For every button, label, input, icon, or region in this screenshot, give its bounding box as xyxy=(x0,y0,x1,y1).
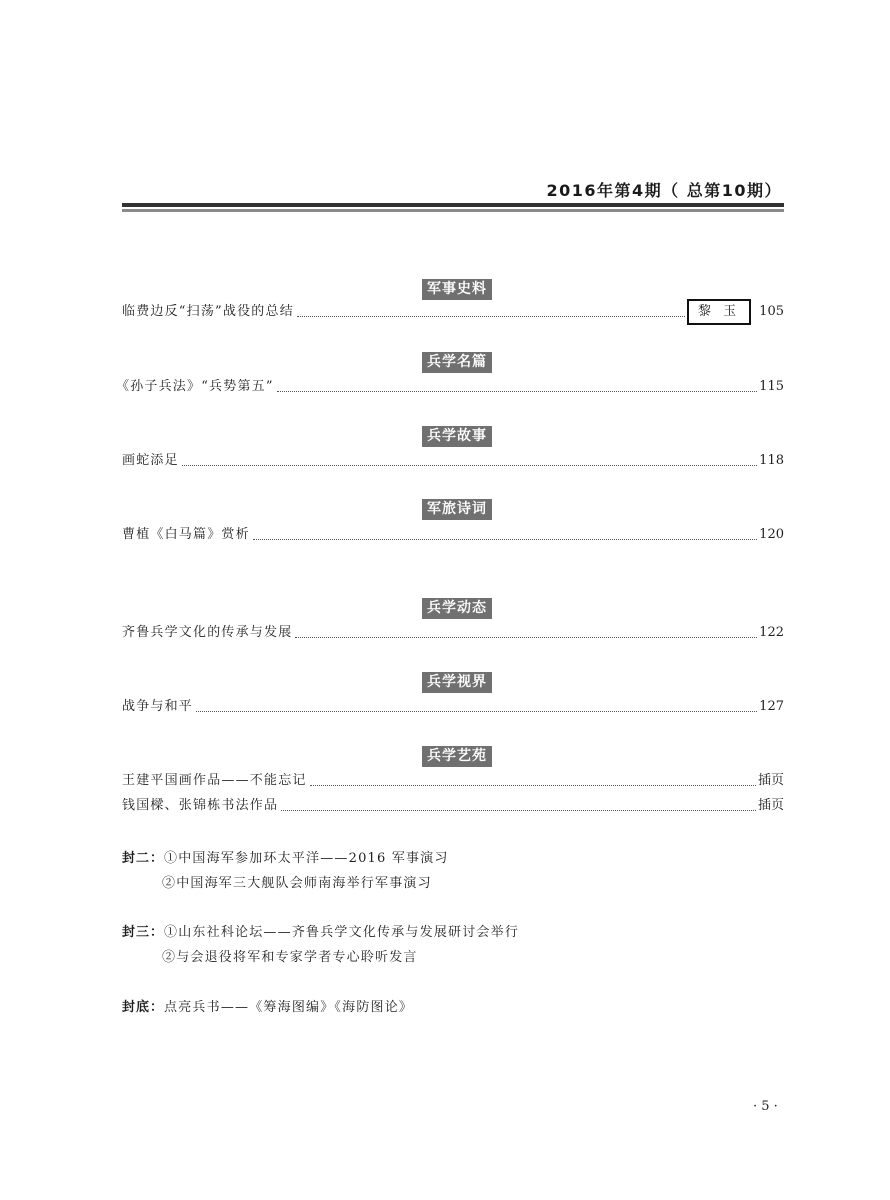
dot-leader xyxy=(182,465,757,466)
page-number: 122 xyxy=(759,625,784,640)
cover-item: ②中国海军三大舰队会师南海举行军事演习 xyxy=(162,876,432,891)
page-number: 127 xyxy=(759,699,784,714)
cover-inside-front xyxy=(122,847,449,866)
cover-item: ②与会退役将军和专家学者专心聆听发言 xyxy=(162,950,418,965)
author-box: 黎 玉 xyxy=(687,299,751,325)
toc-entry[interactable] xyxy=(122,450,784,470)
toc-entry[interactable] xyxy=(122,696,784,716)
entry-title: 临费边反“扫荡”战役的总结 xyxy=(122,304,294,319)
dot-leader xyxy=(295,637,757,638)
toc-entry[interactable] xyxy=(122,795,784,815)
toc-entry[interactable] xyxy=(116,376,784,396)
section-label: 军旅诗词 xyxy=(422,499,492,520)
toc-entry[interactable] xyxy=(122,622,784,642)
cover-inside-back xyxy=(122,921,519,940)
entry-title: 战争与和平 xyxy=(122,699,194,714)
section-label: 兵学动态 xyxy=(422,598,492,619)
toc-entry[interactable] xyxy=(122,301,784,321)
section-label: 兵学故事 xyxy=(422,426,492,447)
header-rule-thick xyxy=(122,203,784,207)
dot-leader xyxy=(310,785,756,786)
page-number: 120 xyxy=(759,527,784,542)
page-number: 118 xyxy=(759,453,784,468)
page-folio: · 5 · xyxy=(753,1099,778,1114)
dot-leader xyxy=(281,810,756,811)
entry-title: 曹植《白马篇》赏析 xyxy=(122,527,250,542)
entry-title: 画蛇添足 xyxy=(122,453,179,468)
cover-item: ①中国海军参加环太平洋——2016 军事演习 xyxy=(164,851,449,866)
dot-leader xyxy=(277,391,757,392)
section-label: 兵学艺苑 xyxy=(422,746,492,767)
section-label: 兵学名篇 xyxy=(422,352,492,373)
entry-title: 齐鲁兵学文化的传承与发展 xyxy=(122,625,293,640)
entry-title: 《孙子兵法》“兵势第五” xyxy=(116,379,274,394)
cover-item: 点亮兵书——《筹海图编》《海防图论》 xyxy=(164,1000,414,1015)
cover-label: 封底： xyxy=(122,1000,165,1015)
entry-title: 钱国樑、张锦栋书法作品 xyxy=(122,798,279,813)
dot-leader xyxy=(253,539,757,540)
cover-label: 封二： xyxy=(122,851,165,866)
toc-entry[interactable] xyxy=(122,770,784,790)
dot-leader xyxy=(196,711,757,712)
issue-header: 2016年第4期（ 总第10期） xyxy=(546,181,782,200)
header-rule-gray xyxy=(122,209,784,212)
section-label: 兵学视界 xyxy=(422,672,492,693)
page-number: 插页 xyxy=(757,798,784,813)
entry-title: 王建平国画作品——不能忘记 xyxy=(122,773,307,788)
section-label: 军事史料 xyxy=(422,279,492,300)
dot-leader xyxy=(297,316,685,317)
page-number: 105 xyxy=(759,304,784,319)
toc-entry[interactable] xyxy=(122,524,784,544)
cover-back xyxy=(122,996,413,1015)
page-number: 115 xyxy=(759,379,784,394)
cover-item: ①山东社科论坛——齐鲁兵学文化传承与发展研讨会举行 xyxy=(164,925,520,940)
cover-label: 封三： xyxy=(122,925,165,940)
page-number: 插页 xyxy=(757,773,784,788)
